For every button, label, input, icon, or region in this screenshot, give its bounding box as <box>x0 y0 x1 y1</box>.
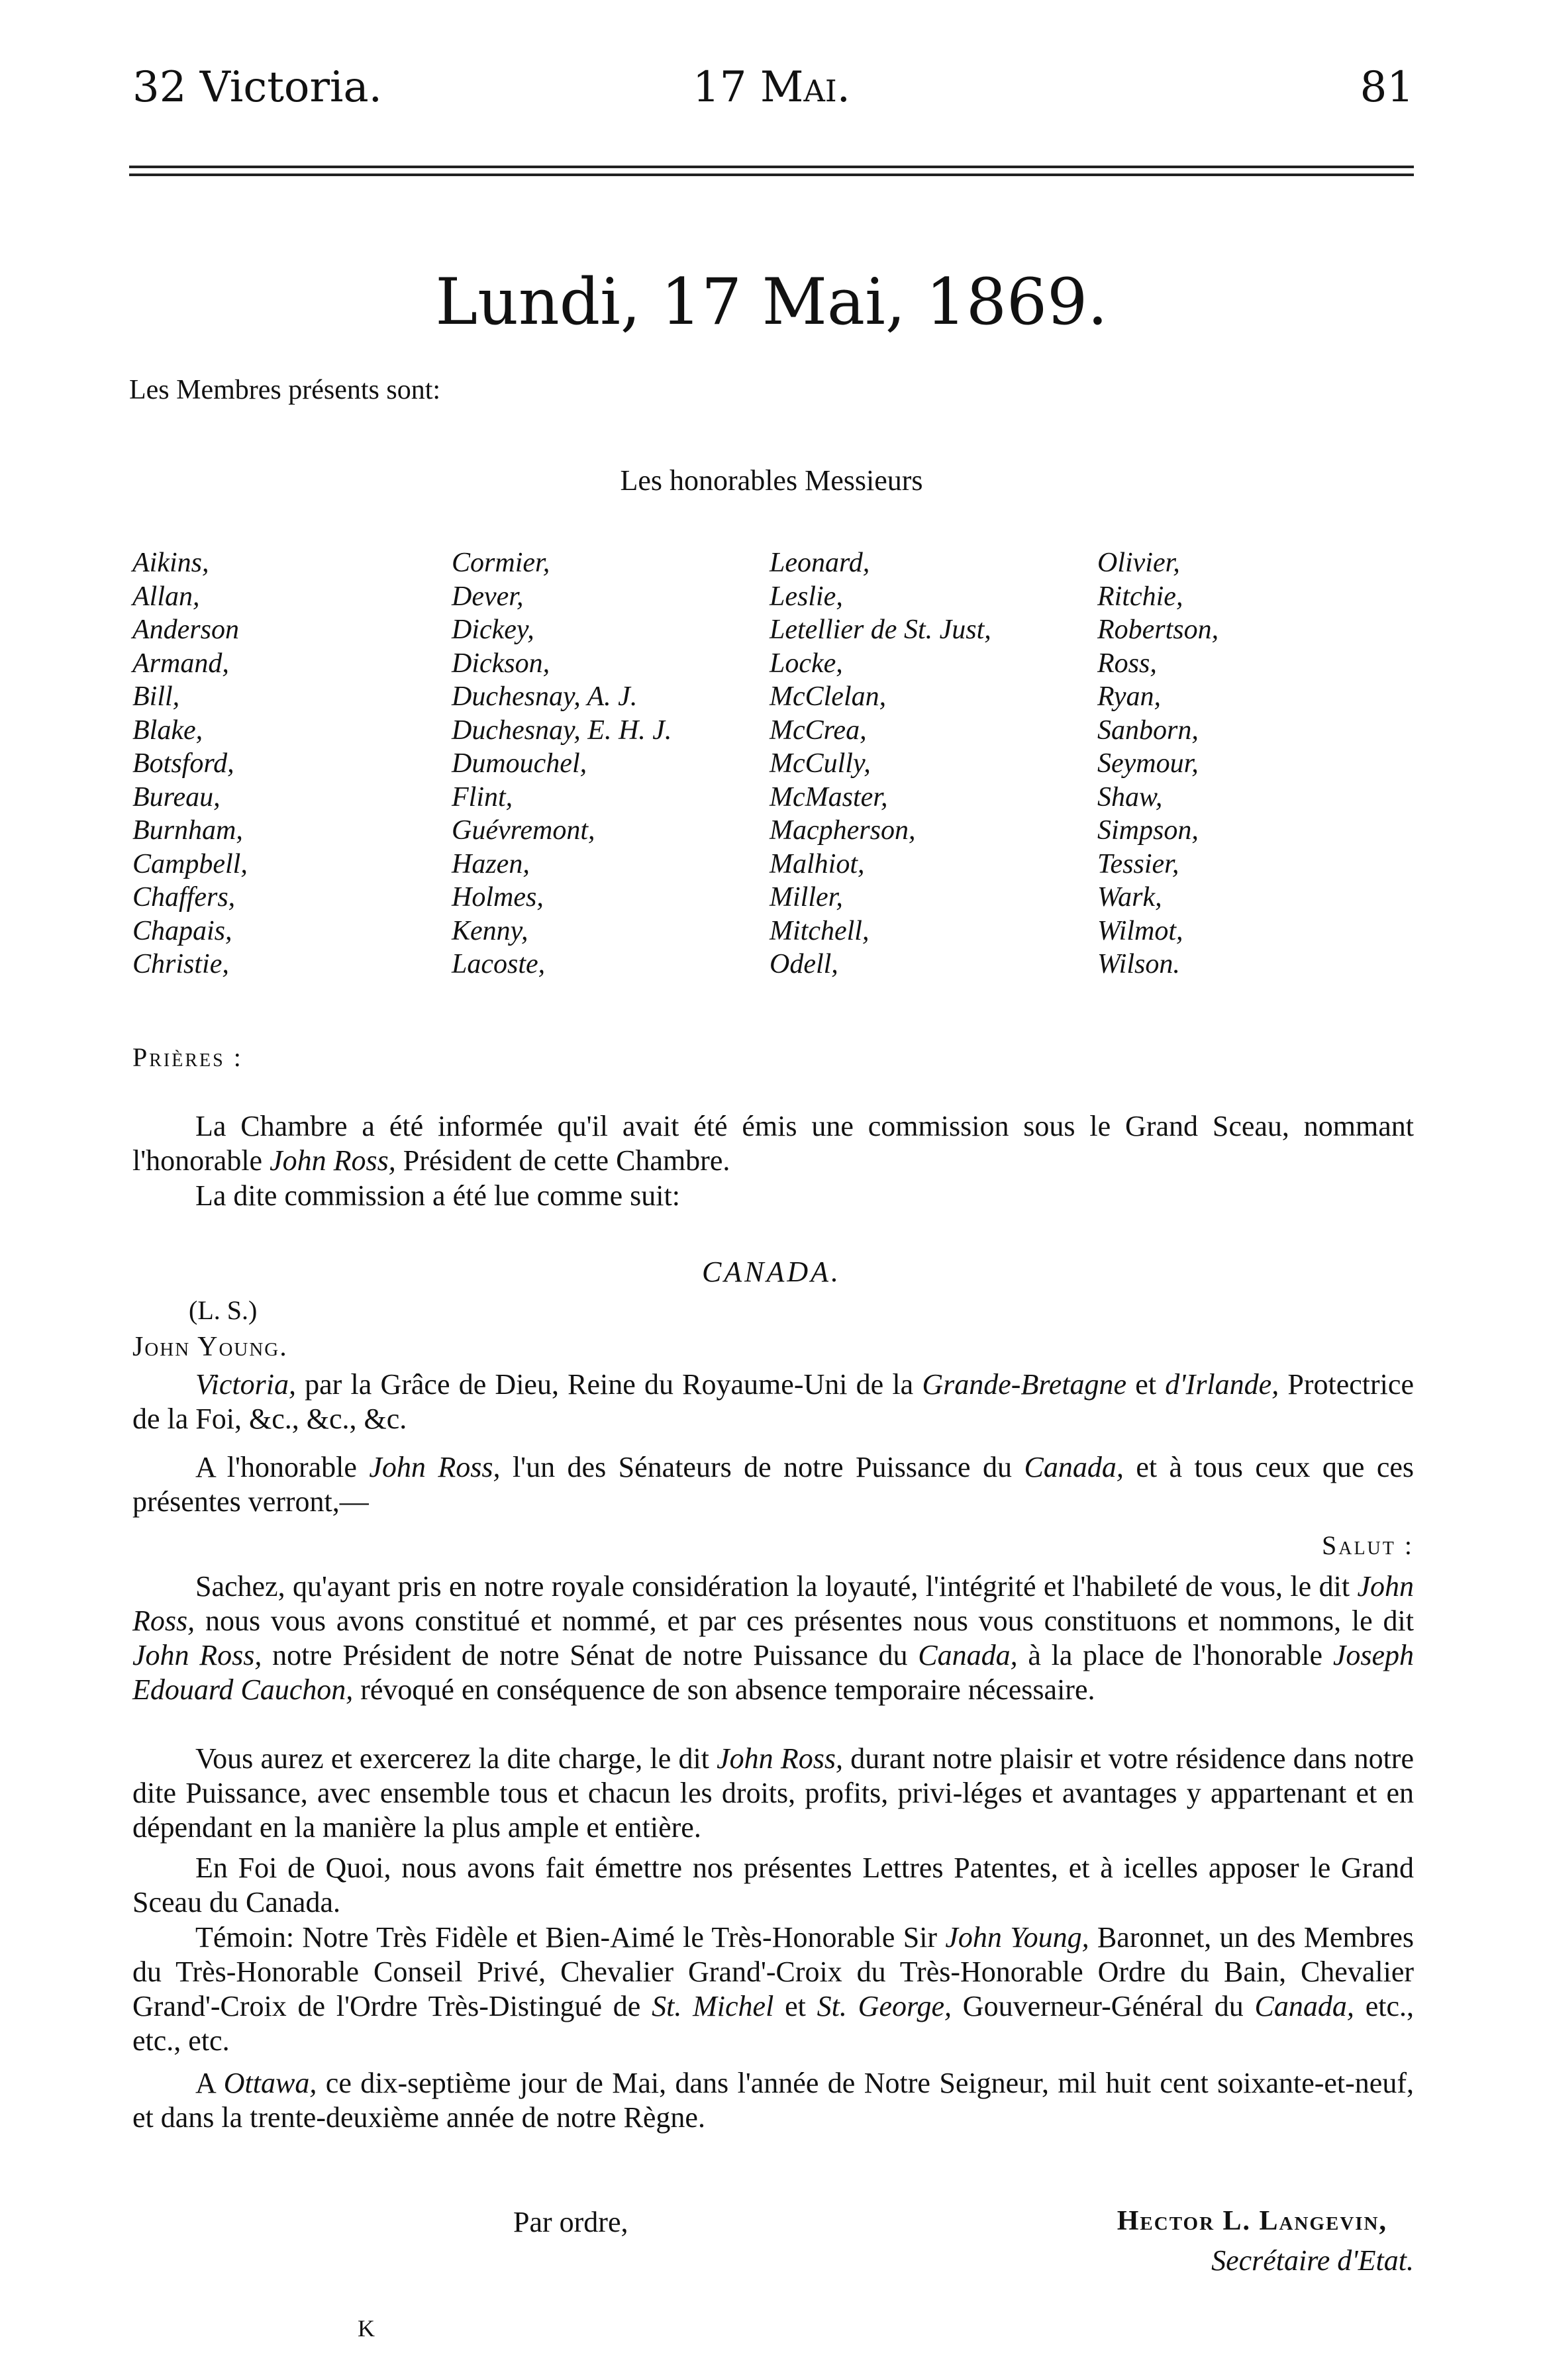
governor-name: John Young. <box>132 1332 288 1362</box>
member-name: Locke, <box>770 648 843 679</box>
member-name: McClelan, <box>770 681 887 712</box>
header-rule-bottom <box>129 174 1414 176</box>
member-name: Lacoste, <box>452 949 546 979</box>
member-name: Campbell, <box>132 848 248 879</box>
paragraph-address: A l'honorable John Ross, l'un des Sénateurs de notre Puissance du Canada, et à tous ceux que ces présentes verront,— <box>132 1451 1415 1518</box>
member-name: Malhiot, <box>770 848 865 879</box>
member-name: Olivier, <box>1097 548 1180 578</box>
honorables-heading: Les honorables Messieurs <box>620 464 923 497</box>
signature-title: Secrétaire d'Etat. <box>1211 2244 1414 2277</box>
member-name: Wark, <box>1097 882 1162 913</box>
paragraph-victoria: Victoria, par la Grâce de Dieu, Reine du Royaume-Uni de la Grande-Bretagne et d'Irlande, Protectrice de la Foi, &c., &c., &c. <box>132 1368 1414 1435</box>
member-name: Chaffers, <box>132 882 236 913</box>
names-column-3 <box>770 546 991 981</box>
member-name: Mitchell, <box>770 915 870 946</box>
par-ordre: Par ordre, <box>513 2206 628 2238</box>
names-column-2 <box>452 546 672 981</box>
member-name: Cormier, <box>452 548 550 578</box>
member-name: Aikins, <box>132 548 209 578</box>
names-column-4 <box>1097 546 1219 981</box>
member-name: Macpherson, <box>770 815 916 846</box>
header-date: 17 Mai. <box>693 63 850 112</box>
seal-mark: (L. S.) <box>189 1295 258 1325</box>
member-name: Robertson, <box>1097 615 1219 645</box>
member-name: Duchesnay, E. H. J. <box>452 715 672 746</box>
names-column-1 <box>132 546 248 981</box>
paragraph-vous: Vous aurez et exercerez la dite charge, le dit John Ross, durant notre plaisir et votre résidence dans notre dite Puissance, avec ensemble tous et chacun les droits, profits, privi-léges et avantages y appartenant et en dépendant en la manière la plus ample et entière. <box>132 1742 1414 1844</box>
paragraph-commission-read: La dite commission a été lue comme suit: <box>195 1179 680 1212</box>
member-name: Miller, <box>770 882 843 913</box>
member-name: Bureau, <box>132 781 221 813</box>
paragraph-temoin: Témoin: Notre Très Fidèle et Bien-Aimé le Très-Honorable Sir John Young, Baronnet, un des Membres du Très-Honorable Conseil Privé, Chevalier Grand'-Croix du Très-Honorable Ordre du Bain, Chevalier Grand'-Croix de l'Ordre Très-Distingué de St. Michel et St. George, Gouverneur-Général du Canada, etc., etc., etc. <box>132 1921 1414 2057</box>
member-name: Dickson, <box>452 648 550 679</box>
member-name: Blake, <box>132 715 203 746</box>
canada-heading: CANADA. <box>701 1256 842 1288</box>
page-number: 81 <box>1360 63 1414 112</box>
header-session: 32 Victoria. <box>132 63 382 112</box>
member-name: Ryan, <box>1097 681 1162 712</box>
member-name: Dickey, <box>452 615 534 645</box>
paragraph-ottawa: A Ottawa, ce dix-septième jour de Mai, dans l'année de Notre Seigneur, mil huit cent soixante-et-neuf, et dans la trente-deuxième année de notre Règne. <box>132 2067 1414 2134</box>
member-name: McCrea, <box>770 715 867 746</box>
member-name: Letellier de St. Just, <box>770 615 991 645</box>
signature-name: Hector L. Langevin, <box>1117 2206 1387 2236</box>
member-name: Bill, <box>132 681 180 712</box>
signature-mark: K <box>358 2315 375 2342</box>
member-name: Leonard, <box>770 548 870 578</box>
header-rule-top <box>129 166 1414 168</box>
member-name: Leslie, <box>770 581 843 612</box>
member-name: Kenny, <box>452 915 528 946</box>
member-name: Allan, <box>132 581 200 612</box>
member-name: Botsford, <box>132 748 234 779</box>
member-name: Duchesnay, A. J. <box>452 681 638 712</box>
paragraph-commission: La Chambre a été informée qu'il avait été émis une commission sous le Grand Sceau, nommant l'honorable John Ross, Président de cette Chambre. <box>132 1110 1414 1177</box>
member-name: Chapais, <box>132 915 232 946</box>
member-name: Shaw, <box>1097 781 1163 813</box>
member-name: Odell, <box>770 949 838 979</box>
member-name: Burnham, <box>132 815 243 846</box>
member-name: Dumouchel, <box>452 748 587 779</box>
member-name: Seymour, <box>1097 748 1199 779</box>
member-name: Holmes, <box>452 882 544 913</box>
member-name: McCully, <box>770 748 871 779</box>
member-name: Ritchie, <box>1097 581 1183 612</box>
member-name: Simpson, <box>1097 815 1199 846</box>
member-name: Tessier, <box>1097 848 1179 879</box>
members-present-label: Les Membres présents sont: <box>129 375 441 405</box>
member-name: Hazen, <box>452 848 530 879</box>
member-name: Wilmot, <box>1097 915 1183 946</box>
member-name: Christie, <box>132 949 229 979</box>
member-name: Anderson <box>132 615 239 645</box>
member-name: Sanborn, <box>1097 715 1199 746</box>
member-name: Wilson. <box>1097 949 1180 979</box>
salut-label: Salut : <box>1321 1530 1414 1560</box>
member-name: Dever, <box>452 581 524 612</box>
member-name: Ross, <box>1097 648 1157 679</box>
member-name: McMaster, <box>770 781 888 813</box>
page-title: Lundi, 17 Mai, 1869. <box>435 265 1108 339</box>
prieres-heading: Prières : <box>132 1042 243 1072</box>
paragraph-foi: En Foi de Quoi, nous avons fait émettre nos présentes Lettres Patentes, et à icelles apposer le Grand Sceau du Canada. <box>132 1852 1414 1918</box>
paragraph-sachez: Sachez, qu'ayant pris en notre royale considération la loyauté, l'intégrité et l'habileté de vous, le dit John Ross, nous vous avons constitué et nommé, et par ces présentes nous vous constituons et nommons, le dit John Ross, notre Président de notre Sénat de notre Puissance du Canada, à la place de l'honorable Joseph Edouard Cauchon, révoqué en conséquence de son absence temporaire nécessaire. <box>132 1570 1414 1706</box>
member-name: Guévremont, <box>452 815 595 846</box>
member-name: Flint, <box>452 781 513 813</box>
member-name: Armand, <box>132 648 229 679</box>
